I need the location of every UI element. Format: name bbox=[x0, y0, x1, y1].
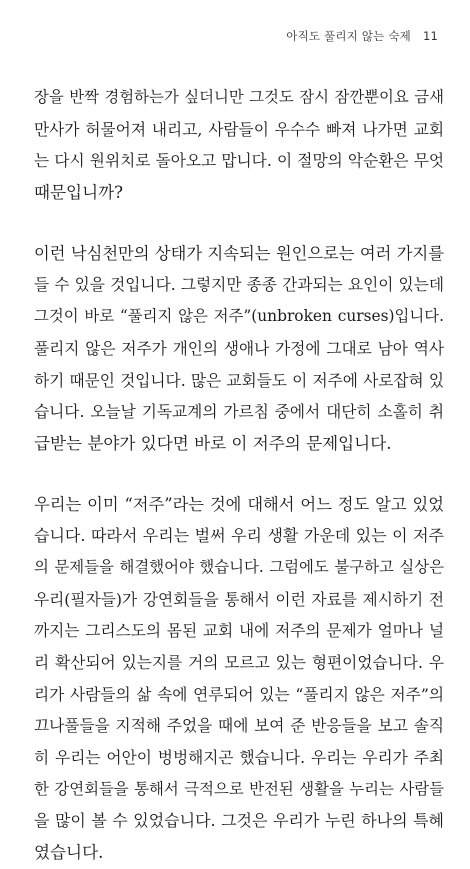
text-line: 우리(필자들)가 강연회들을 통해서 이런 자료를 제시하기 전 bbox=[34, 589, 444, 609]
text-line: 풀리지 않은 저주가 개인의 생애나 가정에 그대로 남아 역사 bbox=[34, 338, 444, 358]
text-line: 이런 낙심천만의 상태가 지속되는 원인으로는 여러 가지를 bbox=[34, 243, 444, 263]
running-title: 아직도 풀리지 않는 숙제 bbox=[286, 29, 411, 43]
running-header bbox=[286, 28, 438, 44]
body-text bbox=[34, 82, 444, 869]
text-line: 만사가 허물어져 내리고, 사람들이 우수수 빠져 나가면 교회 bbox=[34, 119, 444, 139]
page-number: 11 bbox=[422, 29, 438, 43]
text-line: 리 확산되어 있는지를 거의 모르고 있는 형편이었습니다. 우 bbox=[34, 653, 444, 672]
paragraph bbox=[34, 238, 444, 460]
text-line: 급받는 분야가 있다면 바로 이 저주의 문제입니다. bbox=[34, 433, 392, 453]
text-line: 끄나풀들을 지적해 주었을 때에 보여 준 반응들을 보고 솔직 bbox=[34, 716, 444, 736]
text-line: 장을 반짝 경험하는가 싶더니만 그것도 잠시 잠깐뿐이요 금새 bbox=[34, 88, 444, 106]
paragraph bbox=[34, 82, 444, 209]
text-line: 였습니다. bbox=[34, 843, 104, 863]
text-line: 히 우리는 어안이 벙벙해지곤 했습니다. 우리는 우리가 주최 bbox=[34, 748, 444, 768]
text-line: 는 다시 원위치로 돌아오고 맙니다. 이 절망의 악순환은 무엇 bbox=[34, 151, 444, 171]
paragraph bbox=[34, 489, 444, 869]
text-line: 들 수 있을 것입니다. 그렇지만 종종 간과되는 요인이 있는데 bbox=[34, 275, 444, 295]
text-line: 하기 때문인 것입니다. 많은 교회들도 이 저주에 사로잡혀 있 bbox=[34, 370, 444, 390]
text-line: 을 많이 볼 수 있었습니다. 그것은 우리가 누린 하나의 특혜 bbox=[34, 811, 444, 831]
text-line: 그것이 바로 “풀리지 않은 저주”(unbroken curses)입니다. bbox=[34, 307, 444, 326]
text-line: 까지는 그리스도의 몸된 교회 내에 저주의 문제가 얼마나 널 bbox=[34, 621, 444, 641]
text-line: 한 강연회들을 통해서 극적으로 반전된 생활을 누리는 사람들 bbox=[34, 779, 444, 798]
text-line: 리가 사람들의 삶 속에 연루되어 있는 “풀리지 않은 저주”의 bbox=[34, 684, 444, 704]
text-line: 의 문제들을 해결했어야 했습니다. 그럼에도 불구하고 실상은 bbox=[34, 557, 444, 576]
text-line: 우리는 이미 “저주”라는 것에 대해서 어느 정도 알고 있었 bbox=[34, 494, 444, 514]
text-line: 습니다. 따라서 우리는 벌써 우리 생활 가운데 있는 이 저주 bbox=[34, 526, 444, 546]
text-line: 습니다. 오늘날 기독교계의 가르침 중에서 대단히 소홀히 취 bbox=[34, 402, 444, 422]
text-line: 때문입니까? bbox=[34, 183, 124, 203]
